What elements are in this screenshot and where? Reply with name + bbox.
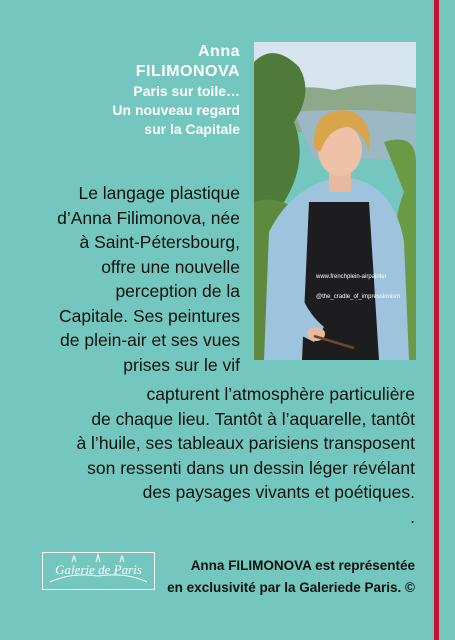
bio-line: Le langage plastique: [78, 183, 240, 203]
credit-line: en exclusivité par la Galeriede Paris. ©: [167, 580, 415, 595]
bio-text-bottom: [35, 382, 415, 529]
bio-line: offre une nouvelle: [101, 256, 240, 277]
apron-text: www.frenchplein-airpainter: [316, 274, 387, 280]
bio-line: de chaque lieu. Tantôt à l’aquarelle, tantôt: [91, 408, 415, 429]
bio-line: Capitale. Ses peintures: [59, 305, 240, 326]
artist-photo: [254, 42, 416, 360]
bio-line: prises sur le vif: [123, 354, 240, 375]
subtitle-line: Un nouveau regard: [112, 102, 240, 118]
bio-line: capturent l’atmosphère particulière: [146, 384, 415, 404]
apron-text: @the_cradle_of_impressionism: [316, 294, 401, 300]
bio-text-top: [10, 181, 240, 377]
header: [40, 42, 240, 139]
bio-line: d’Anna Filimonova, née: [57, 207, 240, 228]
bio-line: à Saint-Pétersbourg,: [79, 232, 240, 252]
bio-line: .: [410, 506, 415, 527]
galerie-de-paris-logo: [42, 552, 155, 590]
representation-credit: [155, 555, 415, 599]
bio-line: des paysages vivants et poétiques.: [142, 482, 415, 502]
bio-line: perception de la: [115, 281, 240, 301]
credit-line: Anna FILIMONOVA est représentée: [190, 558, 415, 573]
artist-first-name: Anna: [198, 43, 240, 60]
accent-bar: [434, 0, 439, 640]
artist-last-name: FILIMONOVA: [135, 63, 240, 80]
bio-line: de plein-air et ses vues: [60, 330, 240, 350]
bio-line: son ressenti dans un dessin léger révélant: [87, 457, 415, 478]
subtitle-line: Paris sur toile…: [133, 83, 240, 99]
bio-line: à l’huile, ses tableaux parisiens transposent: [76, 433, 415, 453]
subtitle-line: sur la Capitale: [144, 121, 240, 137]
logo-text: Galerie de Paris: [55, 562, 142, 577]
